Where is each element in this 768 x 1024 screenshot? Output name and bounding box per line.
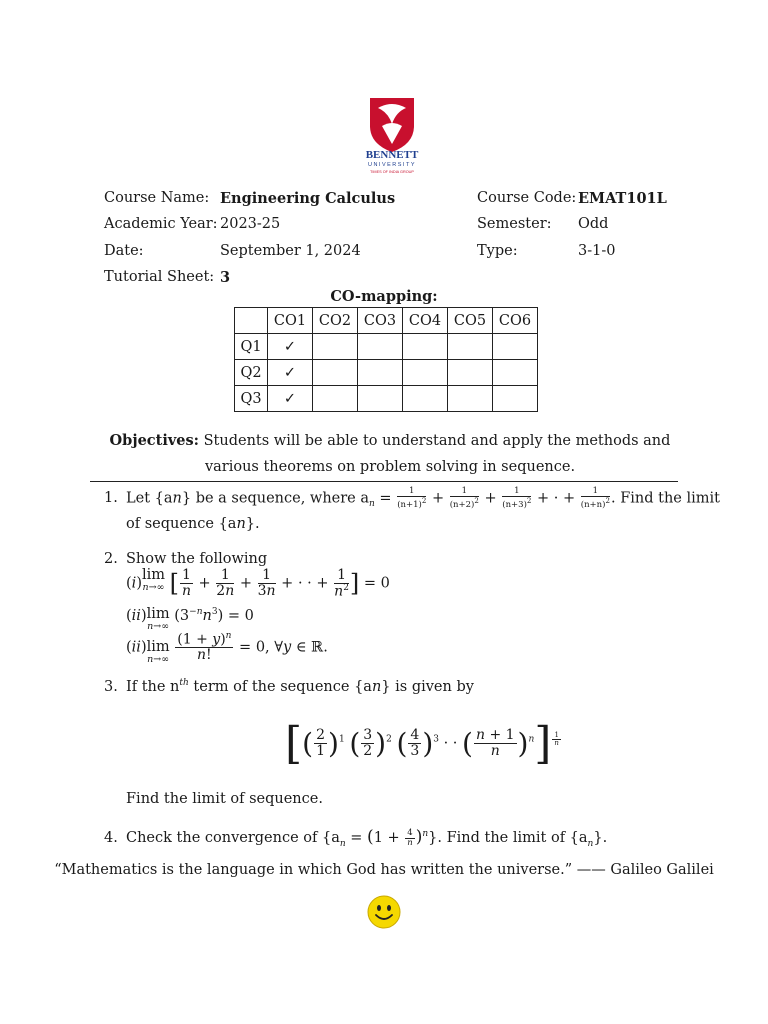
course-code-label: Course Code: — [477, 190, 577, 206]
column-header: CO1 — [268, 308, 313, 334]
question-number: 3. — [104, 678, 118, 695]
info-row-course — [104, 190, 684, 210]
table-cell — [403, 386, 448, 412]
table-cell — [403, 334, 448, 360]
question-2-part-iii: (ii)lim n→∞ $\frac{(1 + y)^n}{n!}$ = 0, ∀y ∈ ℝ. — [126, 631, 328, 665]
course-name-label: Course Name: — [104, 190, 210, 206]
svg-text:UNIVERSITY: UNIVERSITY — [367, 162, 417, 168]
row-label: Q2 — [235, 360, 268, 386]
type: 3-1-0 — [578, 243, 616, 259]
table-cell: ✓ — [268, 334, 313, 360]
info-row-year — [104, 216, 684, 236]
table-cell — [493, 360, 538, 386]
table-cell — [403, 360, 448, 386]
table-cell — [493, 334, 538, 360]
table-cell — [358, 360, 403, 386]
table-row — [235, 360, 538, 386]
question-number: 1. — [104, 490, 118, 507]
table-cell — [448, 360, 493, 386]
bennett-university-logo — [364, 96, 420, 176]
question-1: 1. Let {an} be a sequence, where $a_n$ = $\frac{1}{(n+1)^2}$ + $\frac{1}{(n+2)^2}$ + $\frac{1}{(n+3)^2}$ + · + $\frac{1}{(n+n)^2}$ . Find the limit — [104, 486, 720, 510]
column-header: CO4 — [403, 308, 448, 334]
info-row-date — [104, 243, 684, 263]
date: September 1, 2024 — [220, 243, 361, 259]
sheet-label: Tutorial Sheet: — [104, 269, 215, 285]
objectives-label: Objectives: — [109, 432, 199, 449]
question-4: 4. Check the convergence of {$a_n = (1$ + $\frac{4}{n}$ )$^n$}. Find the limit of $\{a_n\}$. — [104, 827, 608, 849]
svg-text:TIMES OF INDIA GROUP: TIMES OF INDIA GROUP — [370, 170, 414, 174]
question-2-part-ii: (ii)lim n→∞ $(3^{-n}n^3) = 0$ — [126, 606, 254, 632]
course-name: Engineering Calculus — [220, 190, 396, 207]
table-header-row — [235, 308, 538, 334]
column-header: CO5 — [448, 308, 493, 334]
question-2-part-i: (i)lim n→∞ [ $\frac{1}{n}$ + $\frac{1}{2n}$ + $\frac{1}{3n}$ + · · + $\frac{1}{n^2}$ ] = 0 — [126, 567, 390, 600]
question-1-cont: of sequence {an}. — [126, 516, 260, 532]
row-label: Q3 — [235, 386, 268, 412]
info-row-sheet — [104, 269, 684, 289]
table-cell — [493, 386, 538, 412]
row-label: Q1 — [235, 334, 268, 360]
svg-text:BENNETT: BENNETT — [365, 149, 419, 161]
semester: Odd — [578, 216, 609, 232]
question-3: 3. If the $n^{th}$ term of the sequence {an} is given by — [104, 678, 474, 695]
column-header: CO6 — [493, 308, 538, 334]
table-row — [235, 334, 538, 360]
table-corner-cell — [235, 308, 268, 334]
date-label: Date: — [104, 243, 144, 259]
course-code: EMAT101L — [578, 190, 667, 207]
smiley-face-icon — [367, 895, 401, 929]
co-mapping-title: CO-mapping: — [330, 288, 438, 305]
question-number: 2. — [104, 551, 118, 567]
table-cell — [313, 334, 358, 360]
table-cell — [313, 386, 358, 412]
academic-year: 2023-25 — [220, 216, 281, 232]
table-cell — [313, 360, 358, 386]
question-2: 2. Show the following — [104, 551, 268, 567]
question-3-formula: [( $\frac{2}{1}$ )$^1$ ( $\frac{3}{2}$ )$^2$ ( $\frac{4}{3}$ )$^3$ · · ( $\frac{n + 1}{n}$ )$^n$] $^{\frac{1}{n}}$ — [285, 718, 559, 769]
table-cell — [358, 334, 403, 360]
type-label: Type: — [477, 243, 518, 259]
tutorial-sheet: 3 — [220, 269, 231, 286]
table-cell: ✓ — [268, 386, 313, 412]
quote: “Mathematics is the language in which God has written the universe.” —— Galileo Galilei — [54, 862, 714, 878]
table-cell — [448, 386, 493, 412]
question-number: 4. — [104, 830, 118, 846]
table-cell — [358, 386, 403, 412]
table-cell: ✓ — [268, 360, 313, 386]
question-3-follow: Find the limit of sequence. — [126, 791, 323, 807]
column-header: CO3 — [358, 308, 403, 334]
objectives-text: Students will be able to understand and apply the methods and various theorems on problem solving in sequence. — [203, 433, 671, 475]
divider — [90, 481, 678, 482]
year-label: Academic Year: — [104, 216, 218, 232]
semester-label: Semester: — [477, 216, 552, 232]
table-row — [235, 386, 538, 412]
co-mapping-table — [234, 307, 538, 412]
table-cell — [448, 334, 493, 360]
column-header: CO2 — [313, 308, 358, 334]
objectives — [100, 428, 680, 480]
